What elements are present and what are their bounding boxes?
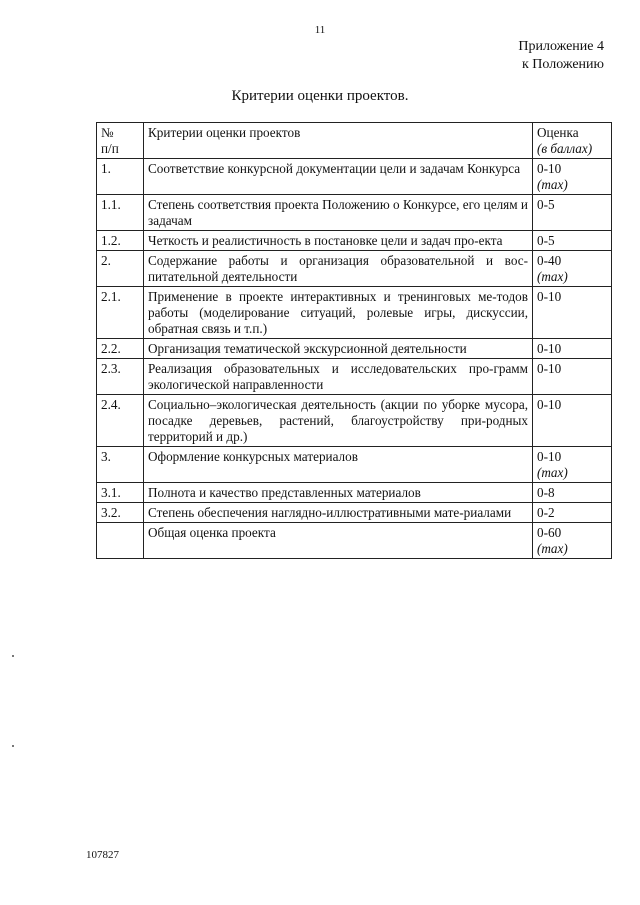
row-score-value: 0-10 — [537, 449, 562, 464]
row-number: 3. — [97, 447, 144, 483]
row-score — [533, 523, 612, 559]
row-criteria: Полнота и качество представленных материалов — [144, 483, 533, 503]
row-criteria: Степень соответствия проекта Положению о Конкурсе, его целям и задачам — [144, 195, 533, 231]
scan-speck — [12, 745, 14, 747]
row-score-value: 0-60 — [537, 525, 562, 540]
row-score-max: (max) — [537, 177, 568, 192]
document-code: 107827 — [86, 849, 119, 861]
row-score-max: (max) — [537, 541, 568, 556]
scan-speck — [12, 655, 14, 657]
criteria-rows — [97, 159, 612, 559]
page-title: Критерии оценки проектов. — [231, 88, 409, 104]
header-number-line-2: п/п — [101, 141, 119, 156]
table-row — [97, 287, 612, 339]
header-score-unit: (в баллах) — [537, 141, 593, 156]
annex-line-1: Приложение 4 — [518, 39, 604, 54]
row-number: 1.2. — [97, 231, 144, 251]
row-criteria: Применение в проекте интерактивных и тренинговых ме-тодов работы (моделирование ситуаций, ролевые игры, дискуссии, обратная связь и т.п.) — [144, 287, 533, 339]
row-score-value: 0-40 — [537, 253, 562, 268]
row-criteria: Четкость и реалистичность в постановке цели и задач про-екта — [144, 231, 533, 251]
row-criteria: Организация тематической экскурсионной деятельности — [144, 339, 533, 359]
row-number: 3.1. — [97, 483, 144, 503]
table-row — [97, 159, 612, 195]
row-number: 1.1. — [97, 195, 144, 231]
row-criteria: Степень обеспечения наглядно-иллюстративными мате-риалами — [144, 503, 533, 523]
row-score-max: (max) — [537, 465, 568, 480]
header-number-line-1: № — [101, 125, 114, 140]
row-score — [533, 251, 612, 287]
table-row — [97, 395, 612, 447]
annex-line-2: к Положению — [521, 57, 604, 72]
row-number: 2.3. — [97, 359, 144, 395]
row-score-value: 0-8 — [537, 485, 555, 500]
row-score-value: 0-10 — [537, 289, 562, 304]
table-row — [97, 503, 612, 523]
row-score — [533, 359, 612, 395]
row-number: 2.1. — [97, 287, 144, 339]
row-score-max: (max) — [537, 269, 568, 284]
header-criteria-cell: Критерии оценки проектов — [144, 123, 533, 159]
header-score-cell — [533, 123, 612, 159]
row-score — [533, 339, 612, 359]
header-score-label: Оценка — [537, 125, 579, 140]
row-number — [97, 523, 144, 559]
row-score-value: 0-5 — [537, 233, 555, 248]
row-score-value: 0-10 — [537, 161, 562, 176]
criteria-table — [96, 122, 612, 559]
row-criteria: Социально–экологическая деятельность (акции по уборке мусора, посадке деревьев, растений, благоустройству при-родных территорий и др.) — [144, 395, 533, 447]
row-number: 3.2. — [97, 503, 144, 523]
table-row — [97, 231, 612, 251]
row-score-value: 0-10 — [537, 341, 562, 356]
row-number: 2.4. — [97, 395, 144, 447]
row-number: 1. — [97, 159, 144, 195]
row-score — [533, 483, 612, 503]
row-criteria: Соответствие конкурсной документации цели и задачам Конкурса — [144, 159, 533, 195]
row-score — [533, 287, 612, 339]
row-score — [533, 195, 612, 231]
row-score — [533, 231, 612, 251]
table-row — [97, 483, 612, 503]
page-number: 11 — [314, 24, 326, 36]
row-score-value: 0-10 — [537, 397, 562, 412]
annex-reference — [518, 38, 604, 74]
row-number: 2. — [97, 251, 144, 287]
row-number: 2.2. — [97, 339, 144, 359]
row-criteria: Содержание работы и организация образовательной и вос-питательной деятельности — [144, 251, 533, 287]
row-criteria: Реализация образовательных и исследовательских про-грамм экологической направленности — [144, 359, 533, 395]
table-row — [97, 523, 612, 559]
row-score — [533, 159, 612, 195]
table-row — [97, 339, 612, 359]
table-header-row — [97, 123, 612, 159]
table-row — [97, 447, 612, 483]
table-row — [97, 251, 612, 287]
header-number-cell — [97, 123, 144, 159]
row-score — [533, 447, 612, 483]
row-score-value: 0-5 — [537, 197, 555, 212]
row-criteria: Оформление конкурсных материалов — [144, 447, 533, 483]
row-criteria: Общая оценка проекта — [144, 523, 533, 559]
table-row — [97, 195, 612, 231]
row-score-value: 0-10 — [537, 361, 562, 376]
row-score-value: 0-2 — [537, 505, 555, 520]
row-score — [533, 395, 612, 447]
table-row — [97, 359, 612, 395]
row-score — [533, 503, 612, 523]
